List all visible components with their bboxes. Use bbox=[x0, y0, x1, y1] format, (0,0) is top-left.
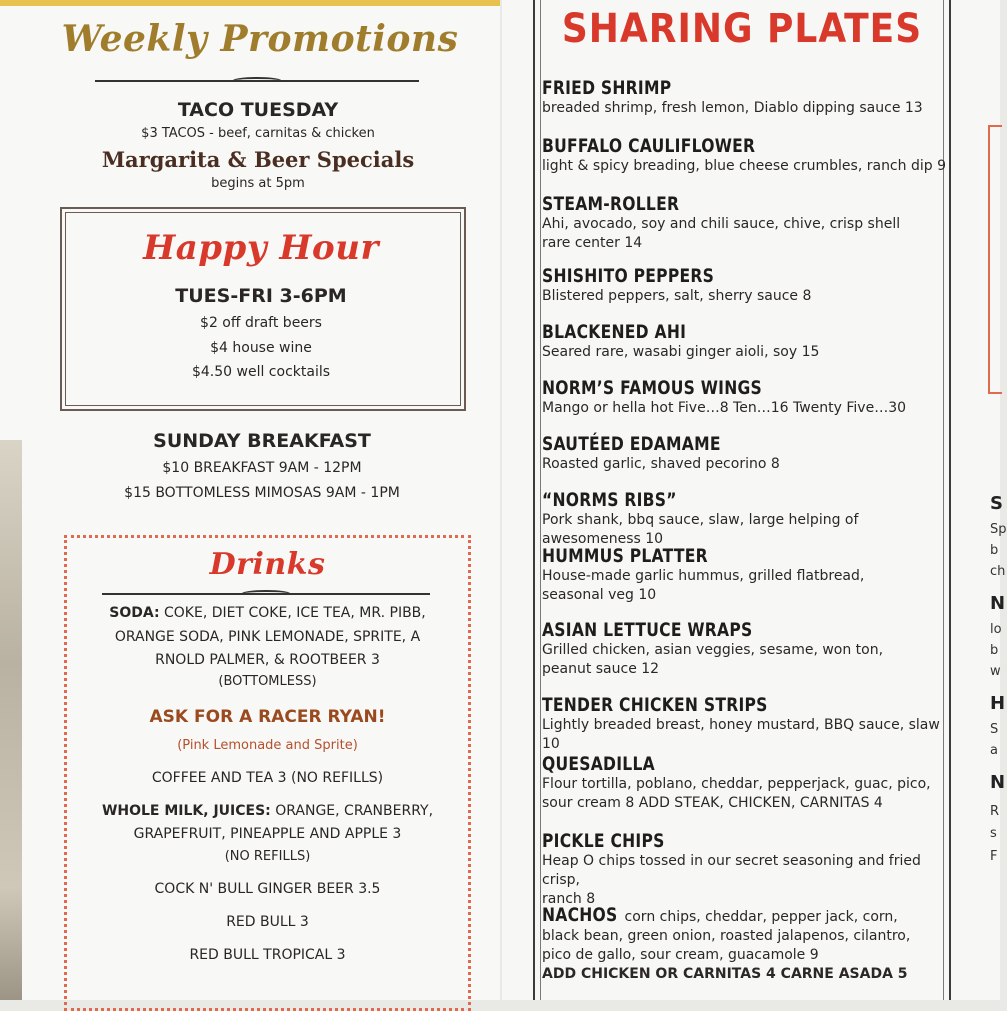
happy-hour-item: $4 house wine bbox=[210, 340, 312, 356]
menu-item-desc: Pork shank, bbq sauce, slaw, large helping of awesomeness 10 bbox=[542, 512, 859, 547]
nachos-name: NACHOS bbox=[542, 904, 618, 926]
top-color-band bbox=[0, 0, 500, 6]
taco-tuesday-heading: TACO TUESDAY bbox=[177, 99, 339, 121]
menu-item-name: “NORMS RIBS” bbox=[542, 489, 677, 511]
next-page-fragment: R bbox=[990, 804, 1000, 819]
nachos-add: ADD CHICKEN OR CARNITAS 4 CARNE ASADA 5 bbox=[542, 966, 908, 982]
next-page-fragment: S bbox=[990, 722, 999, 737]
red-bull-tropical-line: RED BULL TROPICAL 3 bbox=[189, 947, 346, 963]
menu-item-desc: Seared rare, wasabi ginger aioli, soy 15 bbox=[542, 344, 820, 360]
menu-item-name: FRIED SHRIMP bbox=[542, 77, 672, 99]
soda-note: (BOTTOMLESS) bbox=[218, 674, 317, 689]
promotions-page bbox=[0, 0, 500, 1000]
menu-item-desc: Blistered peppers, salt, sherry sauce 8 bbox=[542, 288, 812, 304]
ginger-beer-line: COCK N' BULL GINGER BEER 3.5 bbox=[154, 881, 381, 897]
menu-item-desc: Lightly breaded breast, honey mustard, BBQ sauce, slaw 10 bbox=[542, 717, 940, 752]
menu-item-desc: Heap O chips tossed in our secret seasoning and fried crisp, ranch 8 bbox=[542, 853, 921, 907]
menu-item-desc: Mango or hella hot Five…8 Ten…16 Twenty Five…30 bbox=[542, 400, 907, 416]
sharing-plates-title: SHARING PLATES bbox=[561, 6, 923, 52]
menu-item-desc: Ahi, avocado, soy and chili sauce, chive, crisp shell rare center 14 bbox=[542, 216, 901, 251]
next-page-fragment: ch bbox=[990, 564, 1006, 579]
next-page-fragment: N bbox=[990, 593, 1006, 614]
happy-hour-title: Happy Hour bbox=[143, 228, 379, 268]
coffee-line: COFFEE AND TEA 3 (NO REFILLS) bbox=[151, 770, 384, 786]
sunday-breakfast-line: $15 BOTTOMLESS MIMOSAS 9AM - 1PM bbox=[124, 485, 400, 501]
next-page-fragment: b bbox=[990, 543, 999, 558]
taco-tuesday-desc: $3 TACOS - beef, carnitas & chicken bbox=[141, 126, 375, 141]
menu-item bbox=[542, 753, 952, 813]
menu-item bbox=[542, 135, 952, 176]
menu-item bbox=[542, 265, 952, 306]
menu-item-name: QUESADILLA bbox=[542, 753, 655, 775]
menu-item-desc: House-made garlic hummus, grilled flatbread, seasonal veg 10 bbox=[542, 568, 865, 603]
milk-line bbox=[64, 803, 471, 819]
menu-item bbox=[542, 193, 952, 253]
menu-item-desc: light & spicy breading, blue cheese crumbles, ranch dip 9 bbox=[542, 158, 946, 174]
nachos-desc-2: black bean, green onion, roasted jalapenos, cilantro, pico de gallo, sour cream, guacamole 9 bbox=[542, 928, 911, 963]
menu-item bbox=[542, 433, 952, 474]
next-page-fragment: H bbox=[990, 693, 1006, 714]
nachos-line-1 bbox=[542, 906, 952, 927]
racer-ryan-sub: (Pink Lemonade and Sprite) bbox=[177, 738, 358, 753]
soda-label: SODA: bbox=[109, 605, 160, 621]
menu-item bbox=[542, 77, 952, 118]
menu-item bbox=[542, 545, 952, 605]
menu-item-name: SAUTÉED EDAMAME bbox=[542, 433, 721, 455]
menu-item bbox=[542, 619, 952, 679]
menu-item-name: HUMMUS PLATTER bbox=[542, 545, 708, 567]
sunday-breakfast-heading: SUNDAY BREAKFAST bbox=[153, 430, 371, 452]
next-page-fragment: b bbox=[990, 643, 999, 658]
specials-time: begins at 5pm bbox=[211, 176, 305, 191]
menu-item-desc: Roasted garlic, shaved pecorino 8 bbox=[542, 456, 780, 472]
next-page-border bbox=[988, 125, 1002, 394]
happy-hour-item: $4.50 well cocktails bbox=[191, 364, 331, 380]
menu-item bbox=[542, 321, 952, 362]
next-page-fragment: s bbox=[990, 826, 997, 841]
nachos-desc-1: corn chips, cheddar, pepper jack, corn, bbox=[620, 909, 898, 925]
menu-item-desc: breaded shrimp, fresh lemon, Diablo dipping sauce 13 bbox=[542, 100, 923, 116]
soda-line-3: RNOLD PALMER, & ROOTBEER 3 bbox=[155, 652, 380, 668]
menu-item-name: SHISHITO PEPPERS bbox=[542, 265, 715, 287]
milk-label: WHOLE MILK, JUICES: bbox=[101, 803, 271, 819]
menu-item-name: BLACKENED AHI bbox=[542, 321, 687, 343]
next-page-fragment: Sp bbox=[990, 522, 1007, 537]
margarita-specials: Margarita & Beer Specials bbox=[101, 147, 415, 172]
menu-item bbox=[542, 694, 952, 754]
red-bull-line: RED BULL 3 bbox=[226, 914, 309, 930]
menu-item-name: STEAM-ROLLER bbox=[542, 193, 680, 215]
menu-item bbox=[542, 830, 952, 909]
promotions-divider bbox=[95, 80, 419, 82]
soda-text: COKE, DIET COKE, ICE TEA, MR. PIBB, bbox=[159, 605, 426, 621]
milk-text: ORANGE, CRANBERRY, bbox=[270, 803, 434, 819]
menu-item-name: BUFFALO CAULIFLOWER bbox=[542, 135, 756, 157]
next-page-fragment: lo bbox=[990, 622, 1002, 637]
menu-item-desc: Flour tortilla, poblano, cheddar, pepperjack, guac, pico, sour cream 8 ADD STEAK, CHICKEN, CARNITAS 4 bbox=[542, 776, 931, 811]
soda-line bbox=[64, 605, 471, 621]
menu-item-name: ASIAN LETTUCE WRAPS bbox=[542, 619, 753, 641]
drinks-divider bbox=[102, 593, 430, 595]
weekly-promotions-title: Weekly Promotions bbox=[61, 18, 459, 60]
menu-item bbox=[542, 377, 952, 418]
next-page-fragment: w bbox=[990, 664, 1001, 679]
milk-line-2: GRAPEFRUIT, PINEAPPLE AND APPLE 3 bbox=[133, 826, 402, 842]
next-page-fragment: S bbox=[990, 493, 1003, 514]
menu-item-nachos bbox=[542, 906, 952, 984]
background-photo-edge bbox=[0, 440, 22, 1000]
menu-item-desc: Grilled chicken, asian veggies, sesame, won ton, peanut sauce 12 bbox=[542, 642, 884, 677]
menu-item bbox=[542, 489, 952, 549]
racer-ryan-heading: ASK FOR A RACER RYAN! bbox=[149, 707, 386, 727]
milk-note: (NO REFILLS) bbox=[224, 849, 311, 864]
menu-item-name: NORM’S FAMOUS WINGS bbox=[542, 377, 763, 399]
soda-line-2: ORANGE SODA, PINK LEMONADE, SPRITE, A bbox=[114, 629, 421, 645]
happy-hour-item: $2 off draft beers bbox=[200, 315, 322, 331]
next-page-fragment: a bbox=[990, 743, 998, 758]
sunday-breakfast-line: $10 BREAKFAST 9AM - 12PM bbox=[162, 460, 362, 476]
menu-item-name: TENDER CHICKEN STRIPS bbox=[542, 694, 768, 716]
menu-item-name: PICKLE CHIPS bbox=[542, 830, 665, 852]
happy-hour-days: TUES-FRI 3-6PM bbox=[175, 285, 347, 307]
next-page-fragment: N bbox=[990, 772, 1006, 793]
next-page-fragment: F bbox=[990, 849, 998, 864]
drinks-title: Drinks bbox=[209, 547, 326, 582]
